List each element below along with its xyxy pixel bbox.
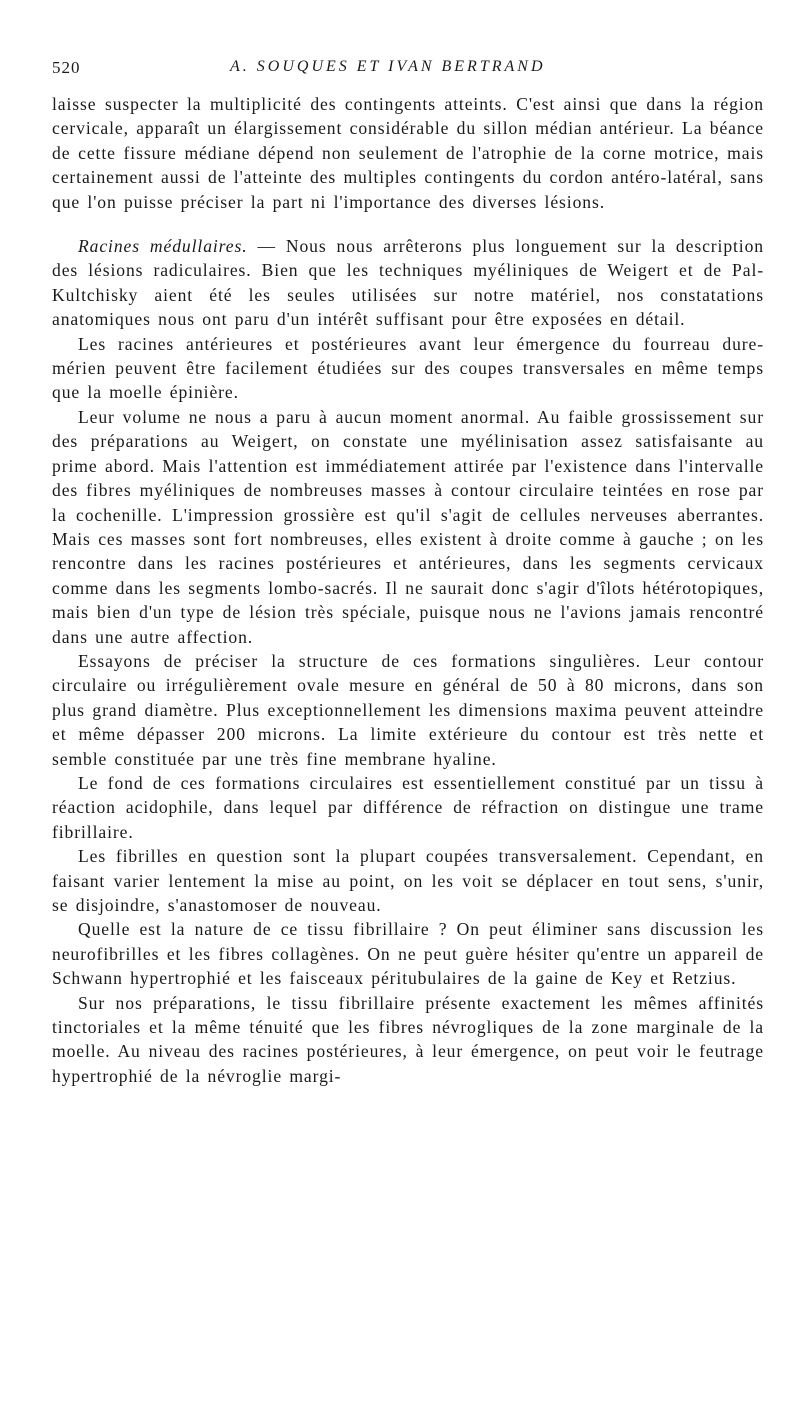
paragraph: Les fibrilles en question sont la plupart coupées transversalement. Cependant, en faisant varier lentement la mise au point, on les voit se déplacer en tout sens, s'unir, se disjoindre, s'anastomoser de nouveau.	[52, 846, 764, 915]
section-first-text: Nous nous arrêterons plus longuement sur la description des lésions radiculaires. Bien que les techniques myéliniques de Weigert et de Pal-Kultchisky aient été les seules utilisées sur notre matériel, nos constatations anatomiques nous ont paru d'un intérêt suffisant pour être exposées en détail.	[52, 236, 764, 330]
paragraph-continued: laisse suspecter la multiplicité des contingents atteints. C'est ainsi que dans la région cervicale, apparaît un élargissement considérable du sillon médian antérieur. La béance de cette fissure médiane dépend non seulement de l'atrophie de la corne motrice, mais certainement aussi de l'atteinte des multiples contingents du cordon antéro-latéral, sans que l'on puisse préciser la part ni l'importance des diverses lésions.	[52, 94, 764, 212]
paragraph: Quelle est la nature de ce tissu fibrillaire ? On peut éliminer sans discussion les neurofibrilles et les fibres collagènes. On ne peut guère hésiter qu'entre un appareil de Schwann hypertrophié et les faisceaux péritubulaires de la gaine de Key et Retzius.	[52, 919, 764, 989]
page-header	[52, 58, 764, 92]
section-title: Racines médullaires.	[78, 236, 248, 257]
paragraph: Essayons de préciser la structure de ces formations singulières. Leur contour circulaire ou irrégulièrement ovale mesure en général de 50 à 80 microns, dans son plus grand diamètre. Plus exceptionnellement les dimensions maxima peuvent atteindre et même dépasser 200 microns. La limite extérieure du contour est très nette et semble constituée par une très fine membrane hyaline.	[52, 650, 764, 769]
paragraph: Les racines antérieures et postérieures avant leur émergence du fourreau dure-mérien peuvent être facilement étudiées sur des coupes transversales en même temps que la moelle épinière.	[52, 333, 764, 403]
paragraph: Leur volume ne nous a paru à aucun moment anormal. Au faible grossissement sur des préparations au Weigert, on constate une myélinisation assez satisfaisante au prime abord. Mais l'attention est immédiatement attirée par l'existence dans l'intervalle des fibres myéliniques de nombreuses masses à contour circulaire teintées en rose par la cochenille. L'impression grossière est qu'il s'agit de cellules nerveuses aberrantes. Mais ces masses sont fort nombreuses, elles existent à droite comme à gauche ; on les rencontre dans les racines postérieures et antérieures, dans les segments cervicaux comme dans les segments lombo-sacrés. Il ne saurait donc s'agir d'îlots hétérotopiques, mais bien d'un type de lésion très spéciale, puisque nous ne l'avions jamais rencontré dans une autre affection.	[52, 406, 765, 647]
paragraph: Le fond de ces formations circulaires est essentiellement constitué par un tissu à réaction acidophile, dans lequel par différence de réfraction on distingue une trame fibrillaire.	[52, 772, 764, 842]
page-number: 520	[52, 58, 81, 77]
section-gap	[52, 214, 764, 234]
page	[52, 58, 764, 1088]
paragraph: Sur nos préparations, le tissu fibrillaire présente exactement les mêmes affinités tinctoriales et la même ténuité que les fibres névrogliques de la zone marginale de la moelle. Au niveau des racines postérieures, à leur émergence, on peut voir le feutrage hypertrophié de la névroglie margi-	[52, 992, 764, 1086]
section-dash: —	[247, 236, 286, 257]
running-head: A. SOUQUES ET IVAN BERTRAND	[230, 58, 546, 75]
section-first-paragraph	[52, 234, 764, 332]
